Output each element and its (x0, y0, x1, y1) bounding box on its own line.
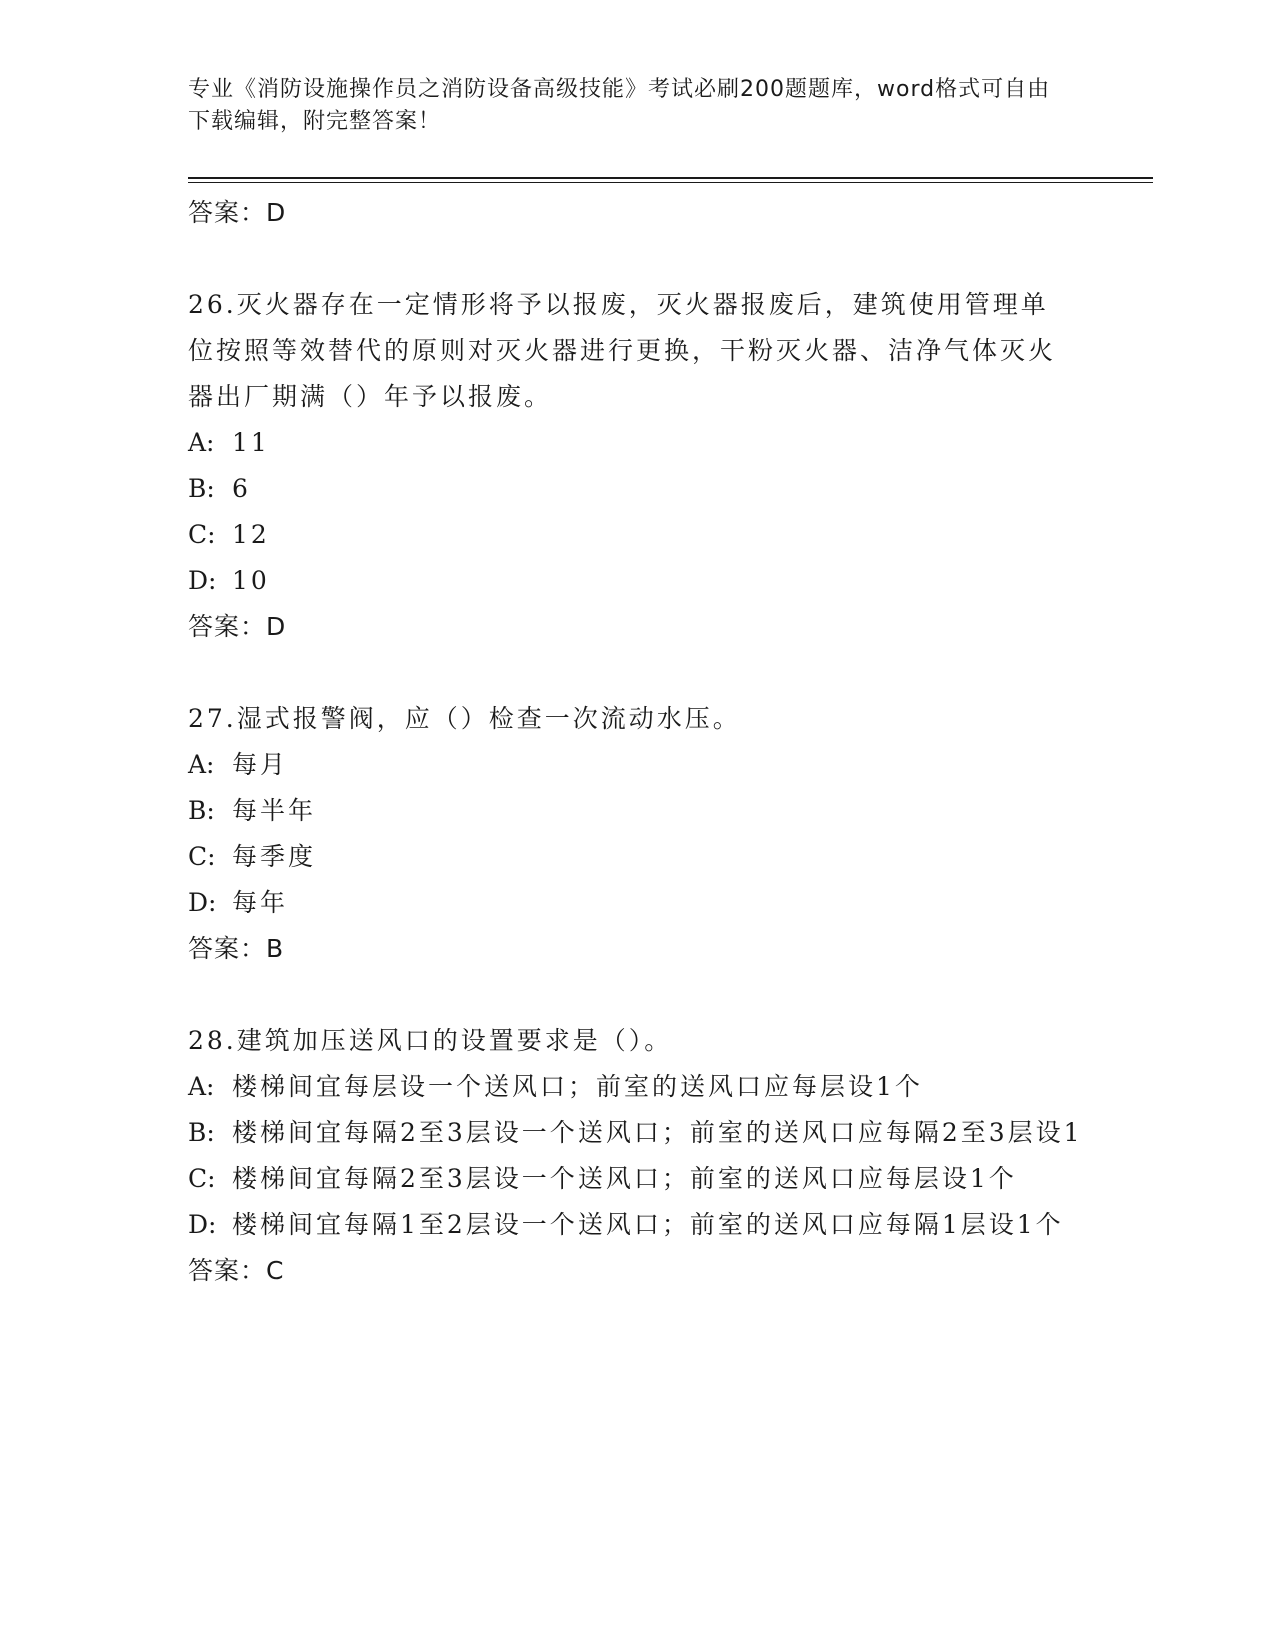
option-text: 每季度 (232, 842, 317, 871)
option-a (188, 420, 1088, 466)
header-rule-thick (188, 177, 1153, 179)
option-b (188, 1110, 1088, 1156)
option-text: 楼梯间宜每隔2至3层设一个送风口；前室的送风口应每层设1个 (232, 1164, 1017, 1193)
option-text: 11 (232, 428, 270, 457)
option-d (188, 558, 1088, 604)
option-letter: A: (188, 1072, 215, 1101)
option-letter: A: (188, 750, 215, 779)
option-letter: C: (188, 1164, 216, 1193)
option-letter: D: (188, 888, 217, 917)
option-d (188, 1202, 1088, 1248)
option-a (188, 742, 1088, 788)
spacer (188, 972, 1088, 1018)
option-letter: B: (188, 1118, 215, 1147)
option-letter: C: (188, 520, 216, 549)
option-letter: C: (188, 842, 216, 871)
answer-line: 答案：D (188, 612, 287, 641)
option-a (188, 1064, 1088, 1110)
option-letter: B: (188, 796, 215, 825)
option-text: 楼梯间宜每隔1至2层设一个送风口；前室的送风口应每隔1层设1个 (232, 1210, 1064, 1239)
option-letter: A: (188, 428, 215, 457)
question-27 (188, 696, 1088, 972)
question-26 (188, 282, 1088, 650)
option-b (188, 788, 1088, 834)
spacer (188, 236, 1088, 282)
option-text: 楼梯间宜每隔2至3层设一个送风口；前室的送风口应每隔2至3层设1 (232, 1118, 1083, 1147)
option-letter: D: (188, 566, 217, 595)
spacer (188, 650, 1088, 696)
option-text: 6 (232, 474, 251, 503)
option-text: 10 (232, 566, 270, 595)
option-text: 每半年 (232, 796, 317, 825)
header-rule-thin (188, 182, 1153, 183)
question-stem: 27.湿式报警阀，应（）检查一次流动水压。 (188, 704, 741, 733)
question-28 (188, 1018, 1088, 1294)
previous-answer: 答案：D (188, 198, 287, 227)
option-c (188, 512, 1088, 558)
option-text: 每月 (232, 750, 289, 779)
answer-line: 答案：C (188, 1256, 285, 1285)
answer-line: 答案：B (188, 934, 285, 963)
option-text: 12 (232, 520, 270, 549)
option-text: 每年 (232, 888, 289, 917)
option-text: 楼梯间宜每层设一个送风口；前室的送风口应每层设1个 (232, 1072, 923, 1101)
option-d (188, 880, 1088, 926)
question-stem: 28.建筑加压送风口的设置要求是（）。 (188, 1026, 673, 1055)
question-stem: 26.灭火器存在一定情形将予以报废，灭火器报废后，建筑使用管理单位按照等效替代的原则对灭火器进行更换，干粉灭火器、洁净气体灭火器出厂期满（）年予以报废。 (188, 290, 1057, 411)
option-letter: B: (188, 474, 215, 503)
option-letter: D: (188, 1210, 217, 1239)
option-b (188, 466, 1088, 512)
option-c (188, 1156, 1088, 1202)
question-list (188, 190, 1088, 1294)
option-c (188, 834, 1088, 880)
page-header: 专业《消防设施操作员之消防设备高级技能》考试必刷200题题库，word格式可自由下载编辑，附完整答案！ (188, 77, 1051, 134)
